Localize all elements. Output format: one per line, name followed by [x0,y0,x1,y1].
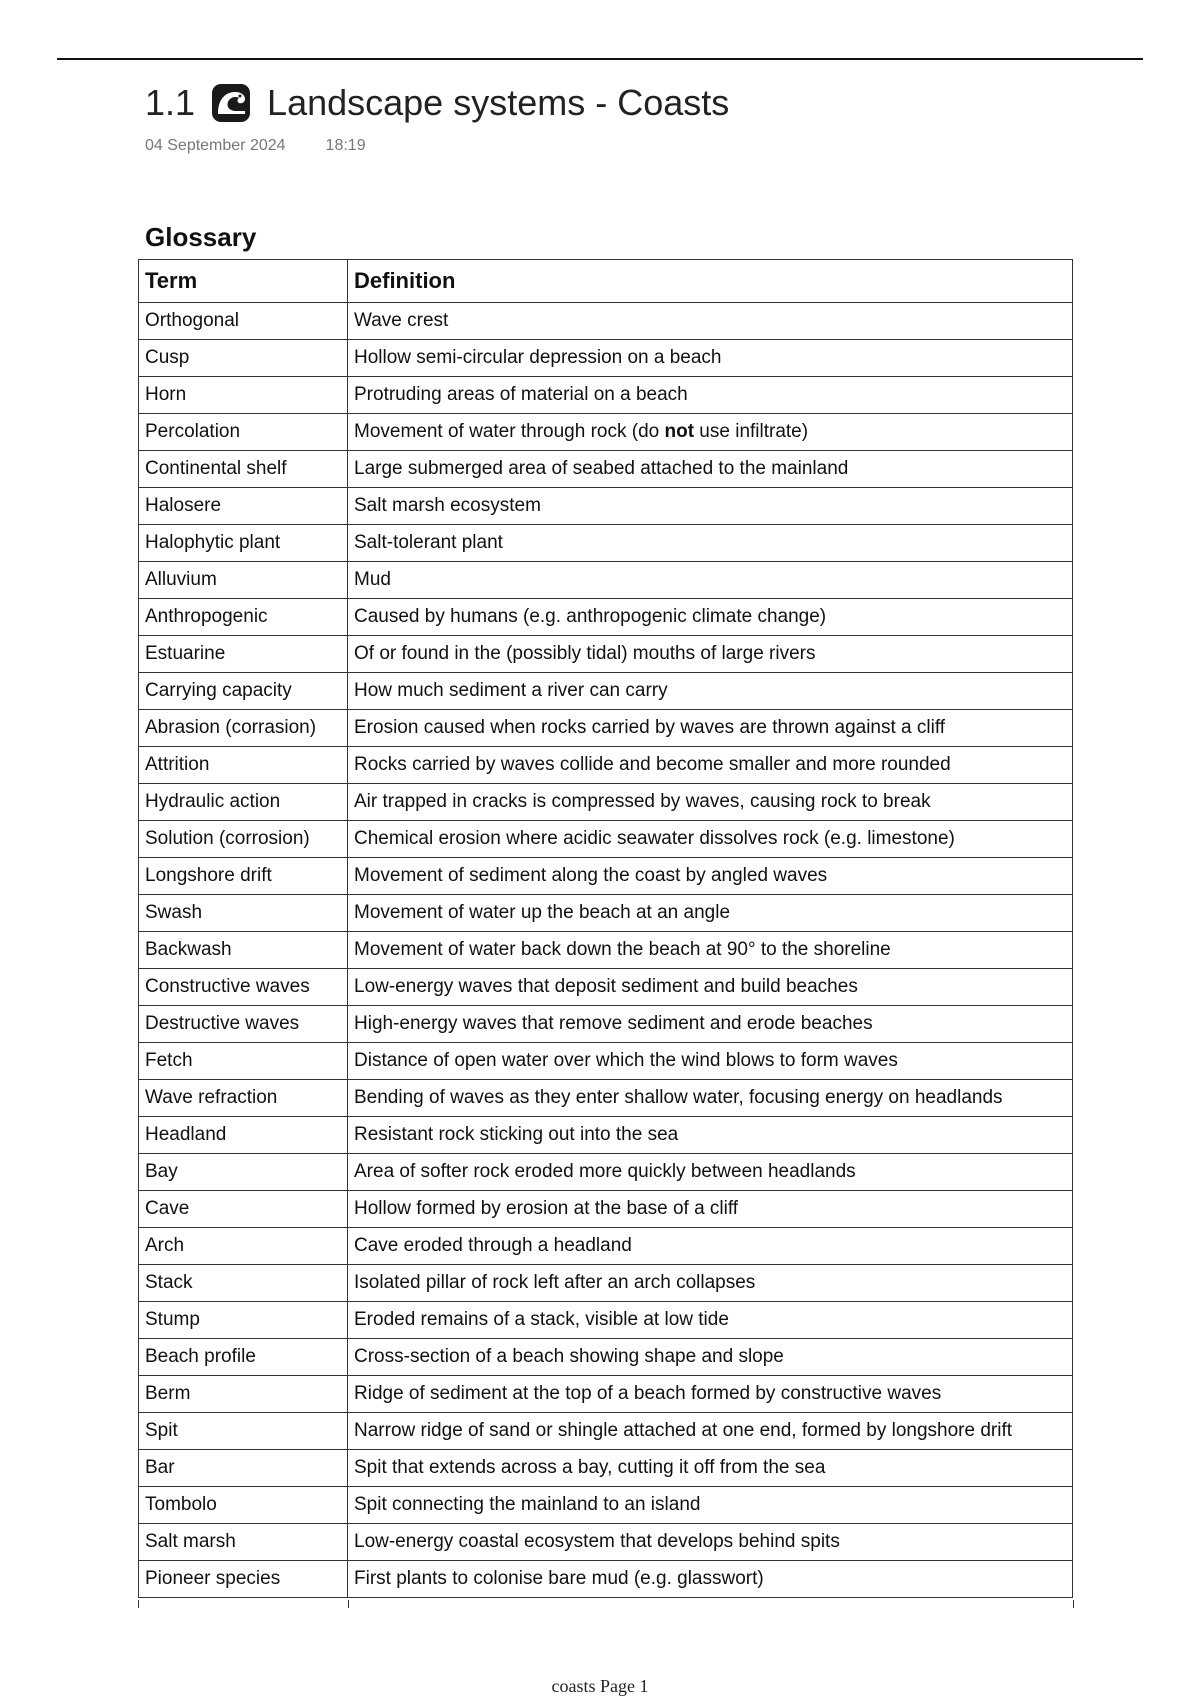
glossary-term: Berm [139,1376,348,1413]
table-row [139,488,1073,525]
glossary-term: Spit [139,1413,348,1450]
glossary-definition: Spit that extends across a bay, cutting it off from the sea [348,1450,1073,1487]
page-title-text: Landscape systems - Coasts [267,82,730,123]
table-row [139,858,1073,895]
table-row [139,1450,1073,1487]
glossary-definition: High-energy waves that remove sediment and erode beaches [348,1006,1073,1043]
glossary-term: Anthropogenic [139,599,348,636]
table-row [139,1376,1073,1413]
glossary-term: Fetch [139,1043,348,1080]
glossary-definition: Spit connecting the mainland to an island [348,1487,1073,1524]
glossary-term: Wave refraction [139,1080,348,1117]
glossary-term: Bay [139,1154,348,1191]
table-row [139,377,1073,414]
glossary-definition: Isolated pillar of rock left after an arch collapses [348,1265,1073,1302]
glossary-heading: Glossary [145,222,257,252]
glossary-term: Estuarine [139,636,348,673]
table-row [139,1265,1073,1302]
glossary-definition: Mud [348,562,1073,599]
table-row [139,1154,1073,1191]
glossary-definition: Area of softer rock eroded more quickly between headlands [348,1154,1073,1191]
glossary-term: Arch [139,1228,348,1265]
table-row [139,1413,1073,1450]
glossary-definition: Distance of open water over which the wind blows to form waves [348,1043,1073,1080]
table-row [139,1006,1073,1043]
page-footer: coasts Page 1 [551,1676,649,1696]
glossary-term: Beach profile [139,1339,348,1376]
glossary-term: Percolation [139,414,348,451]
glossary-definition: Low-energy waves that deposit sediment and build beaches [348,969,1073,1006]
table-row [139,599,1073,636]
wave-icon [211,83,251,123]
glossary-definition: Large submerged area of seabed attached to the mainland [348,451,1073,488]
top-rule [57,58,1143,60]
glossary-definition: Chemical erosion where acidic seawater dissolves rock (e.g. limestone) [348,821,1073,858]
glossary-term: Constructive waves [139,969,348,1006]
definition-emphasis: not [664,421,695,442]
table-row [139,1561,1073,1598]
glossary-term: Pioneer species [139,1561,348,1598]
glossary-term: Solution (corrosion) [139,821,348,858]
glossary-term: Swash [139,895,348,932]
glossary-definition: Air trapped in cracks is compressed by waves, causing rock to break [348,784,1073,821]
glossary-definition: Cross-section of a beach showing shape and slope [348,1339,1073,1376]
table-row [139,673,1073,710]
glossary-term: Abrasion (corrasion) [139,710,348,747]
glossary-definition: Caused by humans (e.g. anthropogenic climate change) [348,599,1073,636]
table-row [139,525,1073,562]
page-meta [145,137,366,155]
page-title [145,80,729,126]
glossary-term: Alluvium [139,562,348,599]
table-row [139,1228,1073,1265]
table-row [139,1080,1073,1117]
glossary-definition: Bending of waves as they enter shallow water, focusing energy on headlands [348,1080,1073,1117]
table-row [139,895,1073,932]
table-row [139,747,1073,784]
definition-text: Movement of water through rock (do [354,421,665,442]
glossary-definition: Eroded remains of a stack, visible at low tide [348,1302,1073,1339]
table-row [139,1191,1073,1228]
page-date: 04 September 2024 [145,137,286,154]
glossary-table-body [139,303,1073,1598]
glossary-definition: Ridge of sediment at the top of a beach formed by constructive waves [348,1376,1073,1413]
column-header-term: Term [139,260,348,303]
glossary-definition: First plants to colonise bare mud (e.g. glasswort) [348,1561,1073,1598]
section-number: 1.1 [145,82,196,123]
glossary-definition: Erosion caused when rocks carried by waves are thrown against a cliff [348,710,1073,747]
glossary-term: Halosere [139,488,348,525]
glossary-definition: Low-energy coastal ecosystem that develops behind spits [348,1524,1073,1561]
glossary-term: Stump [139,1302,348,1339]
definition-text: use infiltrate) [694,421,809,442]
table-row [139,969,1073,1006]
glossary-term: Headland [139,1117,348,1154]
table-row [139,1524,1073,1561]
glossary-definition: Movement of water back down the beach at 90° to the shoreline [348,932,1073,969]
glossary-term: Tombolo [139,1487,348,1524]
table-row [139,821,1073,858]
table-row [139,1302,1073,1339]
table-row [139,451,1073,488]
glossary-definition: Movement of water up the beach at an angle [348,895,1073,932]
table-row [139,414,1073,451]
glossary-term: Halophytic plant [139,525,348,562]
glossary-term: Continental shelf [139,451,348,488]
glossary-table-container [138,259,1073,1607]
table-row [139,340,1073,377]
glossary-definition [348,414,1073,451]
table-row [139,932,1073,969]
glossary-term: Backwash [139,932,348,969]
table-row [139,636,1073,673]
glossary-definition: How much sediment a river can carry [348,673,1073,710]
glossary-definition: Narrow ridge of sand or shingle attached at one end, formed by longshore drift [348,1413,1073,1450]
glossary-term: Orthogonal [139,303,348,340]
glossary-term: Horn [139,377,348,414]
glossary-term: Cusp [139,340,348,377]
glossary-definition: Cave eroded through a headland [348,1228,1073,1265]
glossary-term: Stack [139,1265,348,1302]
glossary-definition: Of or found in the (possibly tidal) mouths of large rivers [348,636,1073,673]
glossary-term: Cave [139,1191,348,1228]
glossary-definition: Resistant rock sticking out into the sea [348,1117,1073,1154]
glossary-definition: Wave crest [348,303,1073,340]
table-row [139,303,1073,340]
glossary-term: Longshore drift [139,858,348,895]
glossary-definition: Rocks carried by waves collide and become smaller and more rounded [348,747,1073,784]
table-row [139,1339,1073,1376]
table-row [139,1117,1073,1154]
glossary-definition: Salt-tolerant plant [348,525,1073,562]
glossary-term: Destructive waves [139,1006,348,1043]
glossary-term: Hydraulic action [139,784,348,821]
table-row [139,710,1073,747]
glossary-table [138,259,1073,1598]
glossary-term: Salt marsh [139,1524,348,1561]
page-time: 18:19 [325,137,366,154]
table-row [139,784,1073,821]
table-row [139,1487,1073,1524]
glossary-term: Carrying capacity [139,673,348,710]
glossary-definition: Hollow formed by erosion at the base of a cliff [348,1191,1073,1228]
glossary-definition: Protruding areas of material on a beach [348,377,1073,414]
glossary-term: Attrition [139,747,348,784]
table-row [139,562,1073,599]
glossary-definition: Hollow semi-circular depression on a beach [348,340,1073,377]
table-header-row [139,260,1073,303]
glossary-definition: Salt marsh ecosystem [348,488,1073,525]
table-row [139,1043,1073,1080]
glossary-term: Bar [139,1450,348,1487]
glossary-definition: Movement of sediment along the coast by angled waves [348,858,1073,895]
table-continuation [138,1600,1074,1608]
column-header-definition: Definition [348,260,1073,303]
